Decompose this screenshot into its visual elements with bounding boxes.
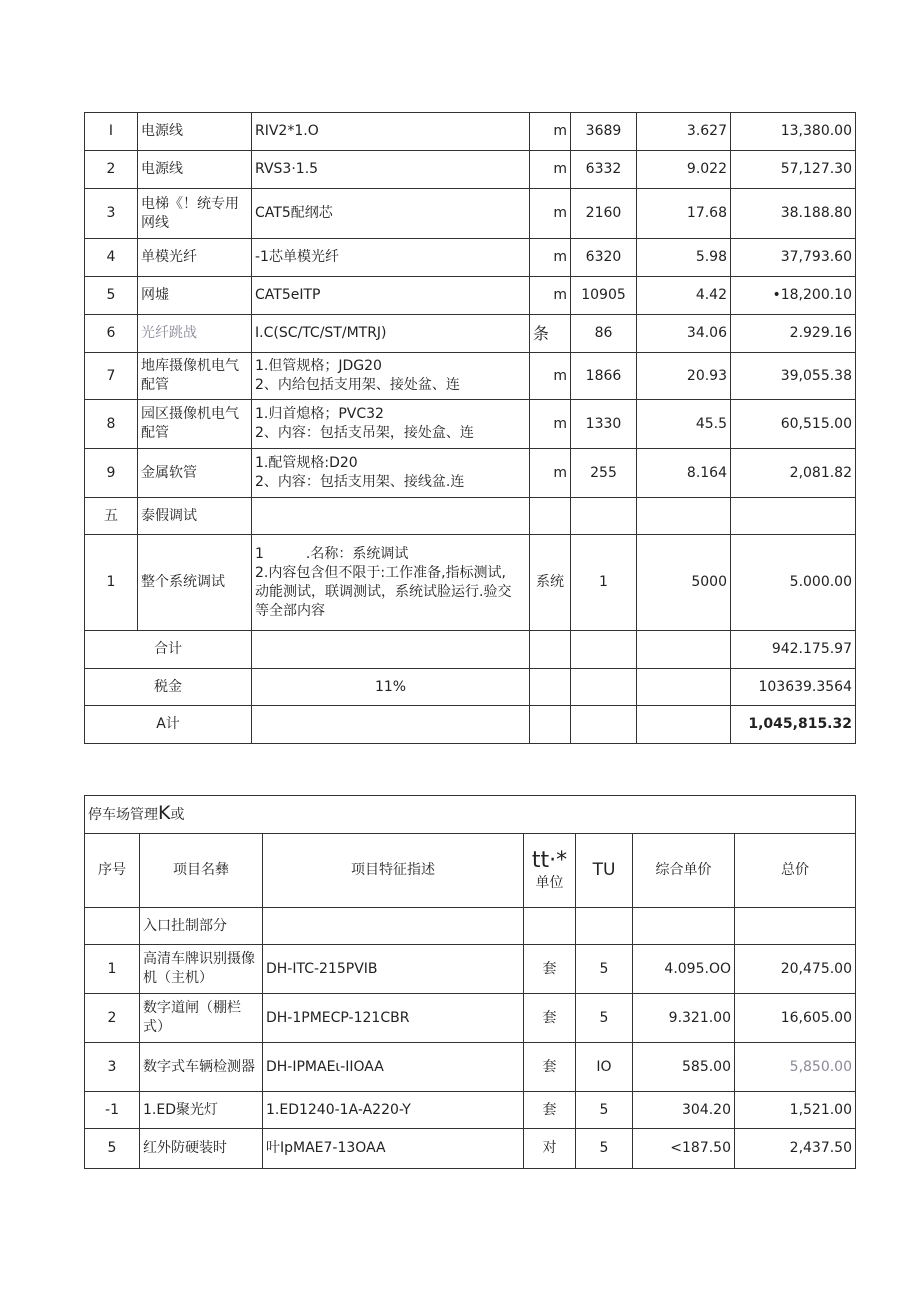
section-no: 五: [85, 498, 138, 535]
item-qty: 10905: [571, 277, 637, 315]
grand-total-label: A计: [85, 706, 252, 744]
item-name: 高清车牌识别摄像机（主机）: [140, 945, 263, 994]
item-total: 20,475.00: [735, 945, 856, 994]
item-name: 园区摄像机电气配管: [138, 400, 252, 449]
tax-row: [85, 669, 856, 706]
item-price: <187.50: [633, 1129, 735, 1169]
item-unit: 系统: [530, 535, 571, 631]
title-part: 停车场管理: [88, 807, 158, 823]
spec-line: 1.但管规格；JDG20: [255, 358, 382, 374]
item-price: 34.06: [637, 315, 731, 353]
table-row: [85, 353, 856, 400]
item-qty: 86: [571, 315, 637, 353]
header-price: 综合单价: [633, 834, 735, 908]
row-no: 3: [85, 1043, 140, 1092]
header-total: 总价: [735, 834, 856, 908]
row-no: -1: [85, 1092, 140, 1129]
item-total: 5.000.00: [731, 535, 856, 631]
table-title: [85, 796, 856, 834]
spec-line: 等全部内容: [255, 602, 325, 619]
item-qty: 5: [576, 1092, 633, 1129]
header-unit-top: tt·*: [531, 848, 568, 873]
item-unit: 条: [530, 315, 571, 353]
tax-rate: 11%: [252, 669, 530, 706]
item-spec: DH-ITC-215PVIB: [263, 945, 524, 994]
item-price: 4.42: [637, 277, 731, 315]
item-price: 9.022: [637, 151, 731, 189]
tax-value: 103639.3564: [731, 669, 856, 706]
subtotal-row: [85, 631, 856, 669]
cost-table-2: [84, 795, 856, 1169]
spec-line: 1.归首熄格；PVC32: [255, 406, 384, 422]
item-price: 20.93: [637, 353, 731, 400]
item-spec: CAT5配纲芯: [252, 189, 530, 239]
table-row: [85, 239, 856, 277]
header-unit-bottom: 单位: [535, 875, 564, 891]
header-no: 序号: [85, 834, 140, 908]
table-row: [85, 1129, 856, 1169]
item-spec: RIV2*1.O: [252, 113, 530, 151]
item-total: 13,380.00: [731, 113, 856, 151]
spec-line: 1.配管规格:D20: [255, 455, 358, 471]
table-row: [85, 945, 856, 994]
table-row: [85, 113, 856, 151]
item-total: 37,793.60: [731, 239, 856, 277]
section-name: 泰假调试: [138, 498, 252, 535]
header-unit: [524, 834, 576, 908]
item-total: 16,605.00: [735, 994, 856, 1043]
item-qty: 1866: [571, 353, 637, 400]
table-row: [85, 151, 856, 189]
header-row: [85, 834, 856, 908]
item-spec: RVS3·1.5: [252, 151, 530, 189]
item-total: 38.188.80: [731, 189, 856, 239]
item-name: 光纤跳战: [138, 315, 252, 353]
item-qty: 255: [571, 449, 637, 498]
table-row: [85, 189, 856, 239]
header-qty: TU: [576, 834, 633, 908]
row-no: 9: [85, 449, 138, 498]
table-row: [85, 1043, 856, 1092]
spec-line: 动能测试，联调测试，系统试脸运行.验交: [255, 583, 512, 600]
row-no: I: [85, 113, 138, 151]
item-price: 8.164: [637, 449, 731, 498]
row-no: 1: [85, 535, 138, 631]
item-unit: m: [530, 151, 571, 189]
row-no: 1: [85, 945, 140, 994]
item-qty: 1: [571, 535, 637, 631]
spec-line: 1 .名称：系统调试: [255, 545, 409, 562]
item-spec: CAT5eITP: [252, 277, 530, 315]
item-unit: m: [530, 400, 571, 449]
item-spec: 1.ED1240-1A-A220-Y: [263, 1092, 524, 1129]
item-unit: m: [530, 113, 571, 151]
item-total: 2.929.16: [731, 315, 856, 353]
item-name: 网墟: [138, 277, 252, 315]
item-name: 单模光纤: [138, 239, 252, 277]
row-no: 7: [85, 353, 138, 400]
table-title-row: [85, 796, 856, 834]
item-unit: 套: [524, 1092, 576, 1129]
spec-line: 2、内给包括支用架、接处盆、连: [255, 377, 460, 393]
item-qty: 5: [576, 1129, 633, 1169]
item-name: 1.ED聚光灯: [140, 1092, 263, 1129]
item-unit: m: [530, 189, 571, 239]
spec-line: 2.内容包含但不限于:工作准备,指标测试,: [255, 564, 506, 581]
header-name: 项目名彝: [140, 834, 263, 908]
section-name: 入口扗制部分: [140, 908, 263, 945]
item-spec: [252, 353, 530, 400]
table-row: [85, 400, 856, 449]
subtotal-value: 942.175.97: [731, 631, 856, 669]
table-row: [85, 535, 856, 631]
item-name: 电梯《！统专用网线: [138, 189, 252, 239]
item-spec: DH-IPMAEι-IIOAA: [263, 1043, 524, 1092]
section-row: [85, 498, 856, 535]
row-no: 5: [85, 1129, 140, 1169]
grand-total-row: [85, 706, 856, 744]
item-qty: 3689: [571, 113, 637, 151]
item-spec: [252, 535, 530, 631]
item-unit: 套: [524, 1043, 576, 1092]
cost-table-1: [84, 112, 856, 744]
item-price: 5.98: [637, 239, 731, 277]
title-part: K: [158, 802, 171, 824]
header-spec: 项目特征指述: [263, 834, 524, 908]
item-qty: 5: [576, 945, 633, 994]
item-qty: 2160: [571, 189, 637, 239]
row-no: 2: [85, 994, 140, 1043]
item-total: •18,200.10: [731, 277, 856, 315]
subtotal-label: 合计: [85, 631, 252, 669]
item-total: 39,055.38: [731, 353, 856, 400]
item-price: 9.321.00: [633, 994, 735, 1043]
item-unit: m: [530, 239, 571, 277]
item-total: 1,521.00: [735, 1092, 856, 1129]
item-price: 5000: [637, 535, 731, 631]
item-price: 4.095.OO: [633, 945, 735, 994]
tax-label: 税金: [85, 669, 252, 706]
item-total: 5,850.00: [735, 1043, 856, 1092]
item-total: 60,515.00: [731, 400, 856, 449]
spec-line: 2、内容：包括支吊架，接处盒、连: [255, 425, 474, 441]
item-total: 2,437.50: [735, 1129, 856, 1169]
item-unit: m: [530, 277, 571, 315]
table-row: [85, 994, 856, 1043]
item-name: 电源线: [138, 113, 252, 151]
item-name: 整个系统调试: [138, 535, 252, 631]
table-row: [85, 277, 856, 315]
item-qty: 5: [576, 994, 633, 1043]
item-spec: [252, 449, 530, 498]
title-part: 或: [170, 807, 185, 823]
item-price: 585.00: [633, 1043, 735, 1092]
item-spec: DH-1PMECP-121CBR: [263, 994, 524, 1043]
row-no: 2: [85, 151, 138, 189]
item-unit: 套: [524, 945, 576, 994]
item-unit: m: [530, 449, 571, 498]
item-name: 数字式车辆检测器: [140, 1043, 263, 1092]
item-unit: 套: [524, 994, 576, 1043]
row-no: 8: [85, 400, 138, 449]
table-row: [85, 315, 856, 353]
item-price: 3.627: [637, 113, 731, 151]
item-qty: 1330: [571, 400, 637, 449]
item-name: 地库摄像机电气配管: [138, 353, 252, 400]
item-price: 17.68: [637, 189, 731, 239]
item-spec: -1芯单模光纤: [252, 239, 530, 277]
row-no: 5: [85, 277, 138, 315]
item-spec: [252, 400, 530, 449]
grand-total-value: 1,045,815.32: [731, 706, 856, 744]
item-name: 金属软管: [138, 449, 252, 498]
item-qty: 6332: [571, 151, 637, 189]
item-price: 304.20: [633, 1092, 735, 1129]
item-qty: IO: [576, 1043, 633, 1092]
table-row: [85, 449, 856, 498]
item-spec: I.C(SC/TC/ST/MTRJ): [252, 315, 530, 353]
item-qty: 6320: [571, 239, 637, 277]
item-name: 数字道闸（棚栏式）: [140, 994, 263, 1043]
item-name: 电源线: [138, 151, 252, 189]
row-no: 6: [85, 315, 138, 353]
item-total: 2,081.82: [731, 449, 856, 498]
spec-line: 2、内容：包括支用架、接线盆.连: [255, 474, 465, 490]
item-total: 57,127.30: [731, 151, 856, 189]
item-spec: 叶IpMAE7-13OAA: [263, 1129, 524, 1169]
table-row: [85, 1092, 856, 1129]
section-row: [85, 908, 856, 945]
row-no: 3: [85, 189, 138, 239]
item-unit: 对: [524, 1129, 576, 1169]
item-name: 红外防硬装时: [140, 1129, 263, 1169]
row-no: 4: [85, 239, 138, 277]
item-price: 45.5: [637, 400, 731, 449]
item-unit: m: [530, 353, 571, 400]
